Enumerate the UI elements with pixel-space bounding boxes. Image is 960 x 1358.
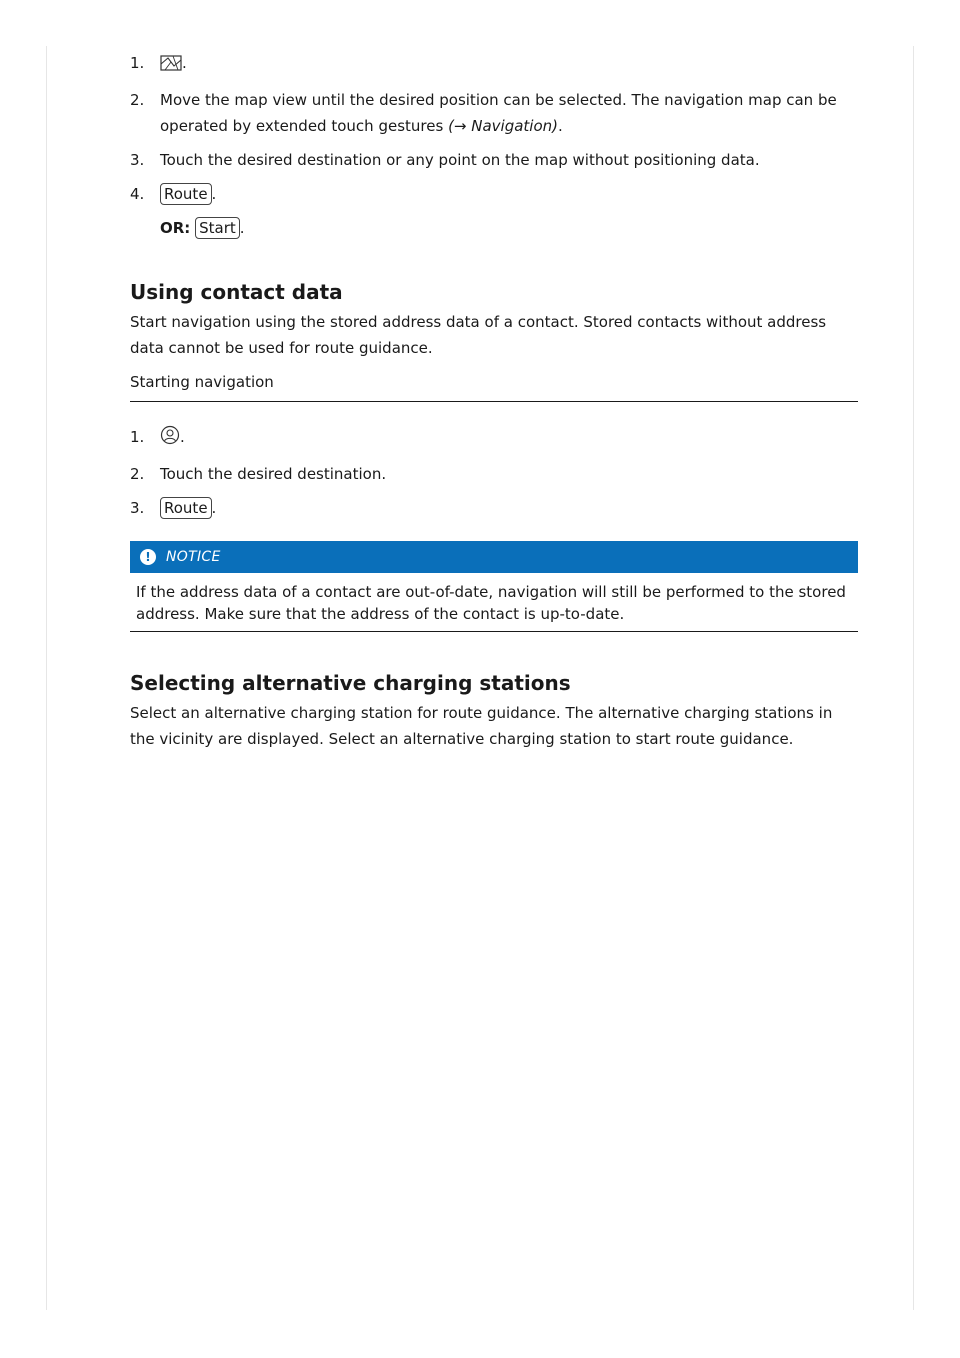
step-number: 3. [130,151,145,169]
step-number: 1. [130,54,145,72]
step-text: Touch the desired destination. [160,465,387,483]
page-content [130,50,858,752]
route-button-label: Route [160,497,212,519]
section-intro: Start navigation using the stored address data of a contact. Stored contacts without address data cannot be used for route guidance. [130,313,827,357]
charging-section [130,670,858,752]
contact-icon [160,425,180,453]
step-suffix: . [211,185,217,203]
notice-header [130,541,858,573]
section-heading: Using contact data [130,280,343,304]
left-margin-rule [46,46,47,1310]
notice-text: If the address data of a contact are out-of-date, navigation will still be performed to the stored address. Make sure that the address of the contact is up-to-date. [130,573,858,632]
step-suffix: . [180,428,185,446]
step-item [130,461,858,487]
step-item [130,181,858,207]
step-item [130,50,858,79]
step-number: 3. [130,499,145,517]
step-number: 4. [130,185,145,203]
step-text: Touch the desired destination or any point on the map without positioning data. [160,151,760,169]
route-button-label: Route [160,183,212,205]
notice-box [130,541,858,632]
cross-reference-link[interactable]: (→ Navigation) [448,117,559,135]
section-intro: Select an alternative charging station for route guidance. The alternative charging stations in the vicinity are displayed. Select an alternative charging station to start route guidance. [130,704,833,748]
map-icon [160,53,182,79]
alternative-step [130,215,858,241]
step-suffix: . [558,117,563,135]
alert-icon: ! [140,549,156,565]
section-heading: Selecting alternative charging stations [130,671,571,695]
step-suffix: . [239,219,245,237]
step-text: Move the map view until the desired position can be selected. The navigation map can be operated by extended touch gestures [160,91,837,135]
step-item [130,87,858,139]
step-item [130,424,858,453]
steps-list-contact [130,424,858,521]
step-suffix: . [182,54,187,72]
step-item [130,495,858,521]
step-number: 2. [130,91,145,109]
notice-title: NOTICE [166,549,221,565]
or-label: OR: [160,219,191,237]
steps-list-map [130,50,858,241]
steps-heading: Starting navigation [130,369,858,402]
step-number: 2. [130,465,145,483]
contact-section [130,279,858,521]
start-button-label: Start [195,217,240,239]
step-suffix: . [211,499,217,517]
step-item [130,147,858,173]
step-number: 1. [130,428,145,446]
right-margin-rule [913,46,914,1310]
